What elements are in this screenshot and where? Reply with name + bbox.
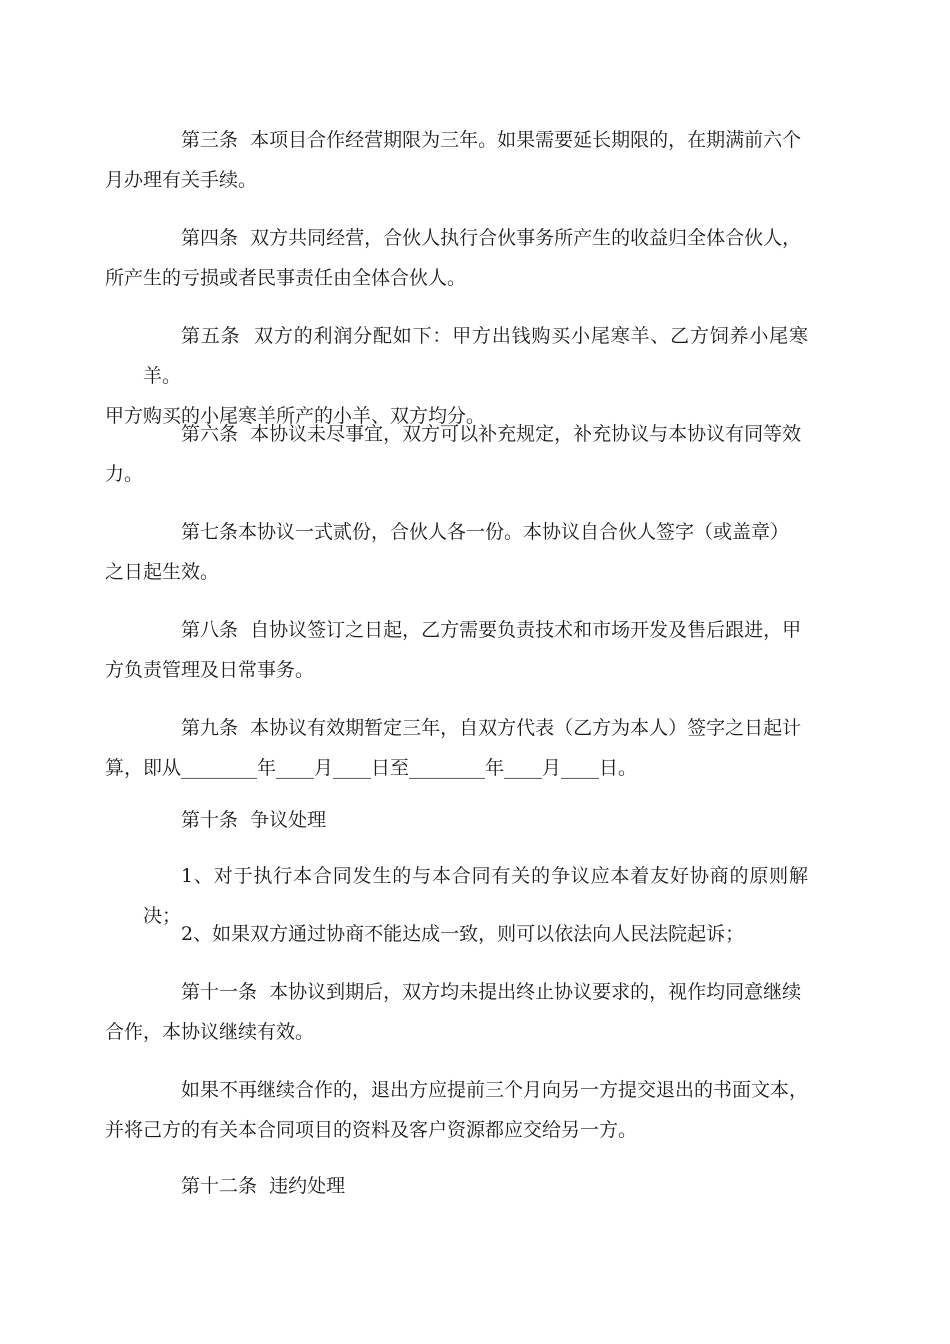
article-12-line-1: 第十二条 违约处理	[181, 1175, 346, 1197]
article-9-line-1: 第九条 本协议有效期暂定三年，自双方代表（乙方为本人）签字之日起计	[181, 717, 802, 739]
article-10-heading	[143, 800, 808, 840]
article-4-line-1: 第四条 双方共同经营，合伙人执行合伙事务所产生的收益归全体合伙人，	[181, 227, 802, 249]
article-4-paragraph	[105, 218, 808, 298]
article-9-line-2: 算，即从________年____月____日至________年____月____日。	[105, 757, 638, 779]
article-5-line-2: 甲方购买的小尾寒羊所产的小羊、双方均分。	[105, 405, 486, 427]
article-3-line-1: 第三条 本项目合作经营期限为三年。如果需要延长期限的，在期满前六个	[181, 129, 802, 151]
dispute-clause-1-line-1: 1、对于执行本合同发生的与本合同有关的争议应本着友好协商的原则解决；	[143, 865, 808, 927]
article-7-line-1: 第七条本协议一式贰份，合伙人各一份。本协议自合伙人签字（或盖章）	[181, 521, 790, 543]
article-5-line-1: 第五条 双方的利润分配如下：甲方出钱购买小尾寒羊、乙方饲养小尾寒羊。	[143, 325, 808, 387]
article-7-line-2: 之日起生效。	[105, 561, 220, 583]
withdrawal-paragraph	[105, 1070, 809, 1150]
article-6-line-2: 力。	[105, 463, 144, 485]
article-12-heading	[143, 1166, 808, 1206]
withdrawal-line-2: 并将己方的有关本合同项目的资料及客户资源都应交给另一方。	[105, 1119, 638, 1141]
article-7-paragraph	[105, 512, 808, 592]
article-9-paragraph	[105, 708, 808, 788]
article-10-line-1: 第十条 争议处理	[181, 809, 327, 831]
article-11-paragraph	[105, 972, 808, 1052]
article-8-line-1: 第八条 自协议签订之日起，乙方需要负责技术和市场开发及售后跟进，甲	[181, 619, 802, 641]
article-8-line-2: 方负责管理及日常事务。	[105, 659, 315, 681]
article-8-paragraph	[105, 610, 808, 690]
article-3-paragraph	[105, 120, 808, 200]
article-6-paragraph	[105, 414, 808, 494]
article-11-line-2: 合作，本协议继续有效。	[105, 1021, 315, 1043]
article-11-line-1: 第十一条 本协议到期后，双方均未提出终止协议要求的，视作均同意继续	[181, 981, 802, 1003]
article-3-line-2: 月办理有关手续。	[105, 169, 258, 191]
article-6-line-1: 第六条 本协议未尽事宜，双方可以补充规定，补充协议与本协议有同等效	[181, 423, 802, 445]
withdrawal-line-1: 如果不再继续合作的，退出方应提前三个月向另一方提交退出的书面文本，	[181, 1079, 809, 1101]
article-4-line-2: 所产生的亏损或者民事责任由全体合伙人。	[105, 267, 467, 289]
dispute-clause-2-line-1: 2、如果双方通过协商不能达成一致，则可以依法向人民法院起诉；	[181, 923, 745, 945]
dispute-clause-2	[143, 914, 808, 954]
